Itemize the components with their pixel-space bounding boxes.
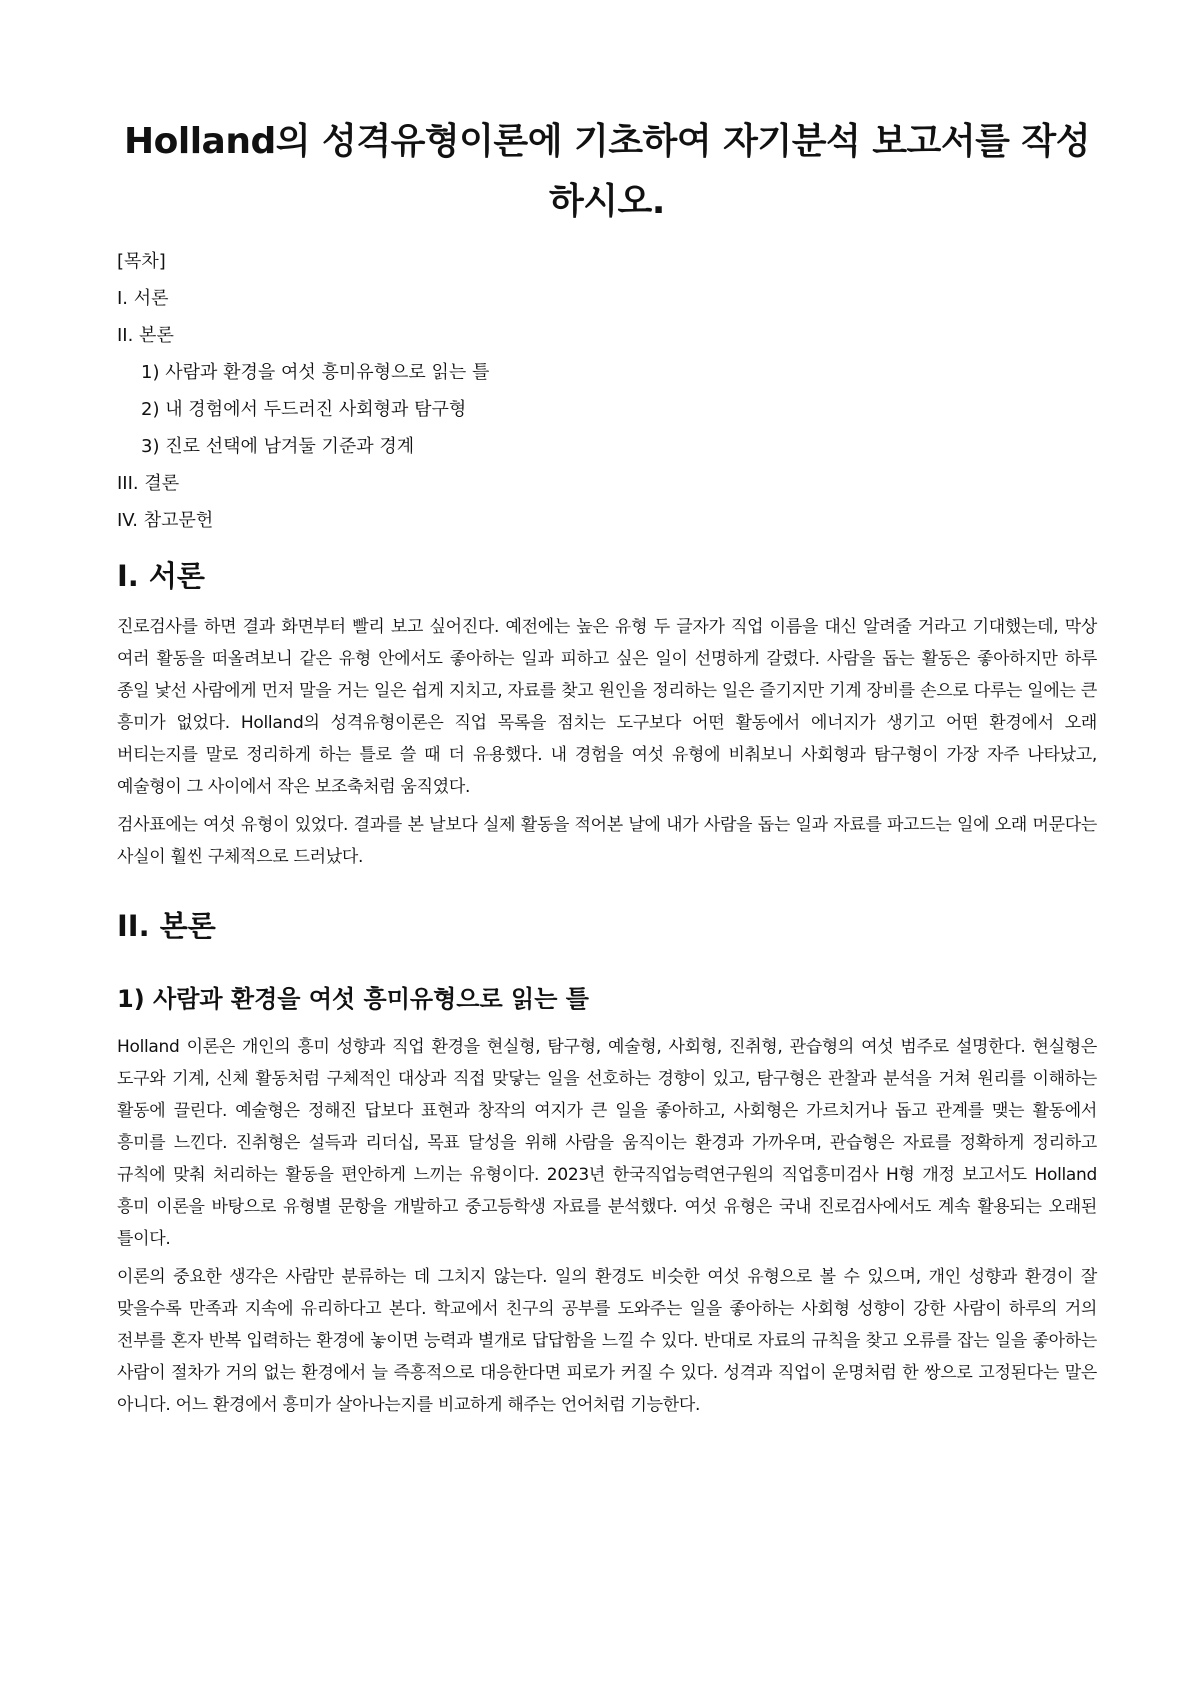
intro-paragraph: 검사표에는 여섯 유형이 있었다. 결과를 본 날보다 실제 활동을 적어본 날에 내가 사람을 돕는 일과 자료를 파고드는 일에 오래 머문다는 사실이 훨씬 구체적으로 드러났다. xyxy=(117,815,1097,867)
toc-subitem: 1) 사람과 환경을 여섯 흥미유형으로 읽는 틀 xyxy=(141,362,490,383)
intro-paragraph: 진로검사를 하면 결과 화면부터 빨리 보고 싶어진다. 예전에는 높은 유형 두 글자가 직업 이름을 대신 알려줄 거라고 기대했는데, 막상 여러 활동을 떠올려보니 같은 유형 안에서도 좋아하는 일과 피하고 싶은 일이 선명하게 갈렸다. 사람을 돕는 활동은 좋아하지만 하루 종일 낯선 사람에게 먼저 말을 거는 일은 쉽게 지치고, 자료를 찾고 원인을 정리하는 일은 즐기지만 기계 장비를 손으로 다루는 일에는 큰 흥미가 없었다. Holland의 성격유형이론은 직업 목록을 점치는 도구보다 어떤 활동에서 에너지가 생기고 어떤 환경에서 오래 버티는지를 말로 정리하게 하는 틀로 쓸 때 더 유용했다. 내 경험을 여섯 유형에 비춰보니 사회형과 탐구형이 가장 자주 나타났고, 예술형이 그 사이에서 작은 보조축처럼 움직였다. xyxy=(117,617,1097,797)
body-section xyxy=(117,905,1097,1421)
toc-item: I. 서론 xyxy=(117,288,169,309)
body-paragraph: 이론의 중요한 생각은 사람만 분류하는 데 그치지 않는다. 일의 환경도 비슷한 여섯 유형으로 볼 수 있으며, 개인 성향과 환경이 잘 맞을수록 만족과 지속에 유리하다고 본다. 학교에서 친구의 공부를 도와주는 일을 좋아하는 사회형 성향이 강한 사람이 하루의 거의 전부를 혼자 반복 입력하는 환경에 놓이면 능력과 별개로 답답함을 느낄 수 있다. 반대로 자료의 규칙을 찾고 오류를 잡는 일을 좋아하는 사람이 절차가 거의 없는 환경에서 늘 즉흥적으로 대응한다면 피로가 커질 수 있다. 성격과 직업이 운명처럼 한 쌍으로 고정된다는 말은 아니다. 어느 환경에서 흥미가 살아나는지를 비교하게 해주는 언어처럼 기능한다. xyxy=(117,1267,1097,1415)
toc-item: III. 결론 xyxy=(117,473,180,494)
intro-section xyxy=(117,555,1097,873)
subsection-heading: 1) 사람과 환경을 여섯 흥미유형으로 읽는 틀 xyxy=(117,985,589,1013)
body-paragraph: Holland 이론은 개인의 흥미 성향과 직업 환경을 현실형, 탐구형, 예술형, 사회형, 진취형, 관습형의 여섯 범주로 설명한다. 현실형은 도구와 기계, 신체 활동처럼 구체적인 대상과 직접 맞닿는 일을 선호하는 경향이 있고, 탐구형은 관찰과 분석을 거쳐 원리를 이해하는 활동에 끌린다. 예술형은 정해진 답보다 표현과 창작의 여지가 큰 일을 좋아하고, 사회형은 가르치거나 돕고 관계를 맺는 활동에서 흥미를 느낀다. 진취형은 설득과 리더십, 목표 달성을 위해 사람을 움직이는 환경과 가까우며, 관습형은 자료를 정확하게 정리하고 규칙에 맞춰 처리하는 활동을 편안하게 느끼는 유형이다. 2023년 한국직업능력연구원의 직업흥미검사 H형 개정 보고서도 Holland 흥미 이론을 바탕으로 유형별 문항을 개발하고 중고등학생 자료를 분석했다. 여섯 유형은 국내 진로검사에서도 계속 활용되는 오래된 틀이다. xyxy=(117,1037,1097,1249)
intro-heading: I. 서론 xyxy=(117,559,205,593)
document-title: Holland의 성격유형이론에 기초하여 자기분석 보고서를 작성하시오. xyxy=(124,121,1090,222)
toc-subitem: 2) 내 경험에서 두드러진 사회형과 탐구형 xyxy=(141,399,467,420)
toc-item: II. 본론 xyxy=(117,325,174,346)
toc-subitem: 3) 진로 선택에 남겨둘 기준과 경계 xyxy=(141,436,415,457)
body-heading: II. 본론 xyxy=(117,909,216,943)
document-page xyxy=(117,112,1097,1427)
toc-heading: [목차] xyxy=(117,251,166,272)
table-of-contents xyxy=(117,250,1097,533)
toc-item: IV. 참고문헌 xyxy=(117,510,214,531)
